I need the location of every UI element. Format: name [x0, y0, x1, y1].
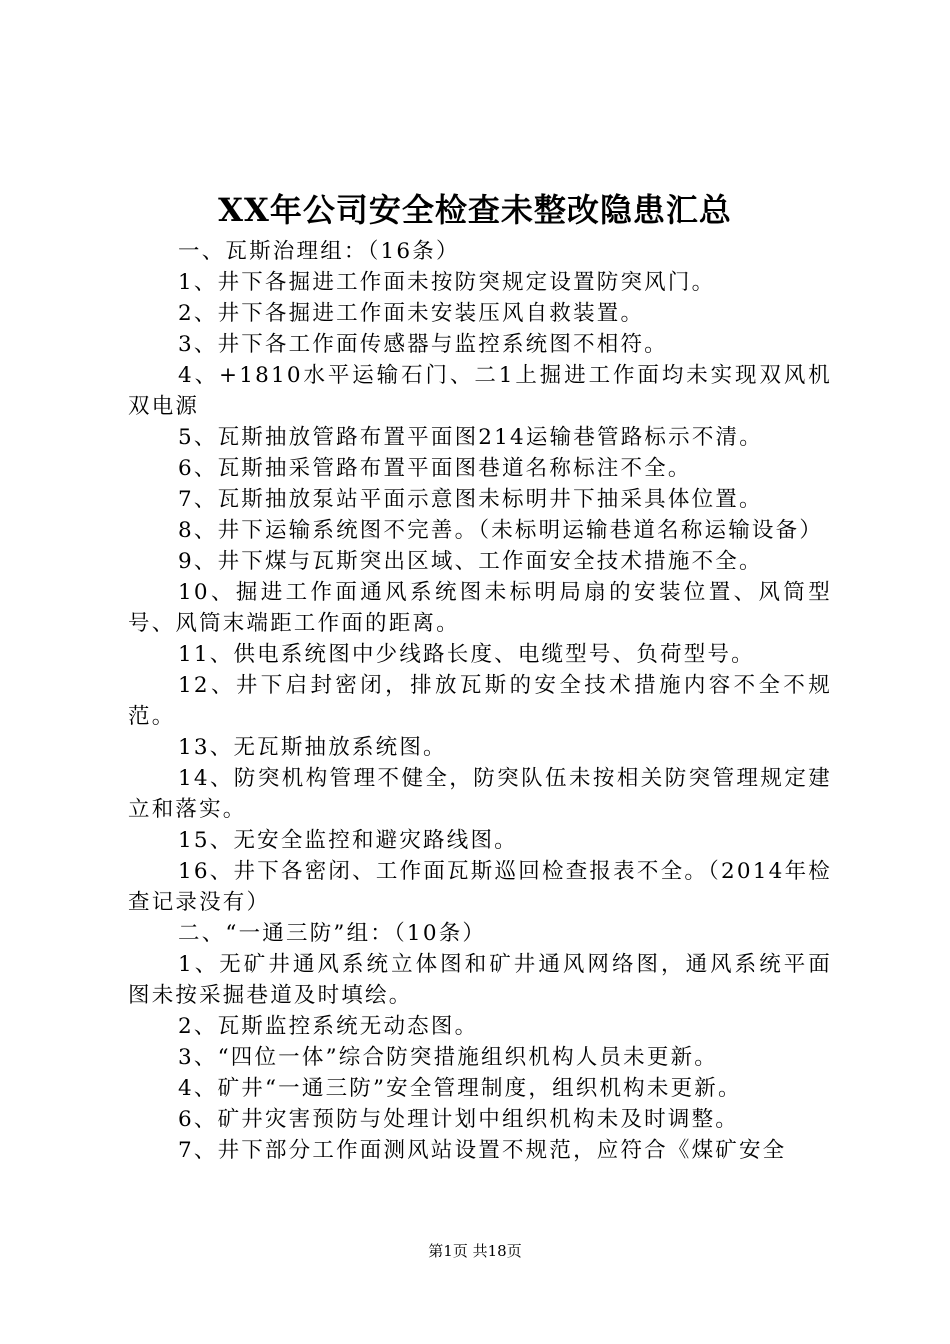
list-item: 7、瓦斯抽放泵站平面示意图未标明井下抽采具体位置。 — [178, 487, 763, 512]
list-item: 5、瓦斯抽放管路布置平面图214运输巷管路标示不清。 — [178, 425, 763, 450]
list-item: 14、防突机构管理不健全，防突队伍未按相关防突管理规定建立和落实。 — [128, 766, 832, 822]
list-item: 11、供电系统图中少线路长度、电缆型号、负荷型号。 — [178, 642, 755, 667]
list-item: 8、井下运输系统图不完善。（未标明运输巷道名称运输设备） — [178, 518, 824, 543]
section-heading: 二、“一通三防”组：（10条） — [178, 921, 487, 946]
list-item: 4、+1810水平运输石门、二1上掘进工作面均未实现双风机双电源 — [128, 363, 832, 419]
document-title: XX年公司安全检查未整改隐患汇总 — [218, 191, 732, 229]
list-item: 6、矿井灾害预防与处理计划中组织机构未及时调整。 — [178, 1107, 739, 1132]
list-item: 2、井下各掘进工作面未安装压风自救装置。 — [178, 301, 645, 326]
list-item: 12、井下启封密闭，排放瓦斯的安全技术措施内容不全不规范。 — [128, 673, 832, 729]
list-item: 7、井下部分工作面测风站设置不规范，应符合《煤矿安全 — [178, 1138, 787, 1163]
list-item: 1、井下各掘进工作面未按防突规定设置防突风门。 — [178, 270, 716, 295]
document-body — [128, 236, 832, 1166]
section-heading: 一、瓦斯治理组：（16条） — [178, 239, 460, 264]
list-item: 3、井下各工作面传感器与监控系统图不相符。 — [178, 332, 668, 357]
list-item: 1、无矿井通风系统立体图和矿井通风网络图，通风系统平面图未按采掘巷道及时填绘。 — [128, 952, 832, 1008]
list-item: 4、矿井“一通三防”安全管理制度，组织机构未更新。 — [178, 1076, 742, 1101]
list-item: 9、井下煤与瓦斯突出区域、工作面安全技术措施不全。 — [178, 549, 763, 574]
list-item: 10、掘进工作面通风系统图未标明局扇的安装位置、风筒型号、风筒末端距工作面的距离。 — [128, 580, 832, 636]
list-item: 16、井下各密闭、工作面瓦斯巡回检查报表不全。（2014年检查记录没有） — [128, 859, 832, 915]
list-item: 6、瓦斯抽采管路布置平面图巷道名称标注不全。 — [178, 456, 692, 481]
page-number-footer: 第1页 共18页 — [428, 1242, 522, 1260]
list-item: 2、瓦斯监控系统无动态图。 — [178, 1014, 479, 1039]
list-item: 3、“四位一体”综合防突措施组织机构人员未更新。 — [178, 1045, 718, 1070]
list-item: 15、无安全监控和避灾路线图。 — [178, 828, 518, 853]
list-item: 13、无瓦斯抽放系统图。 — [178, 735, 447, 760]
